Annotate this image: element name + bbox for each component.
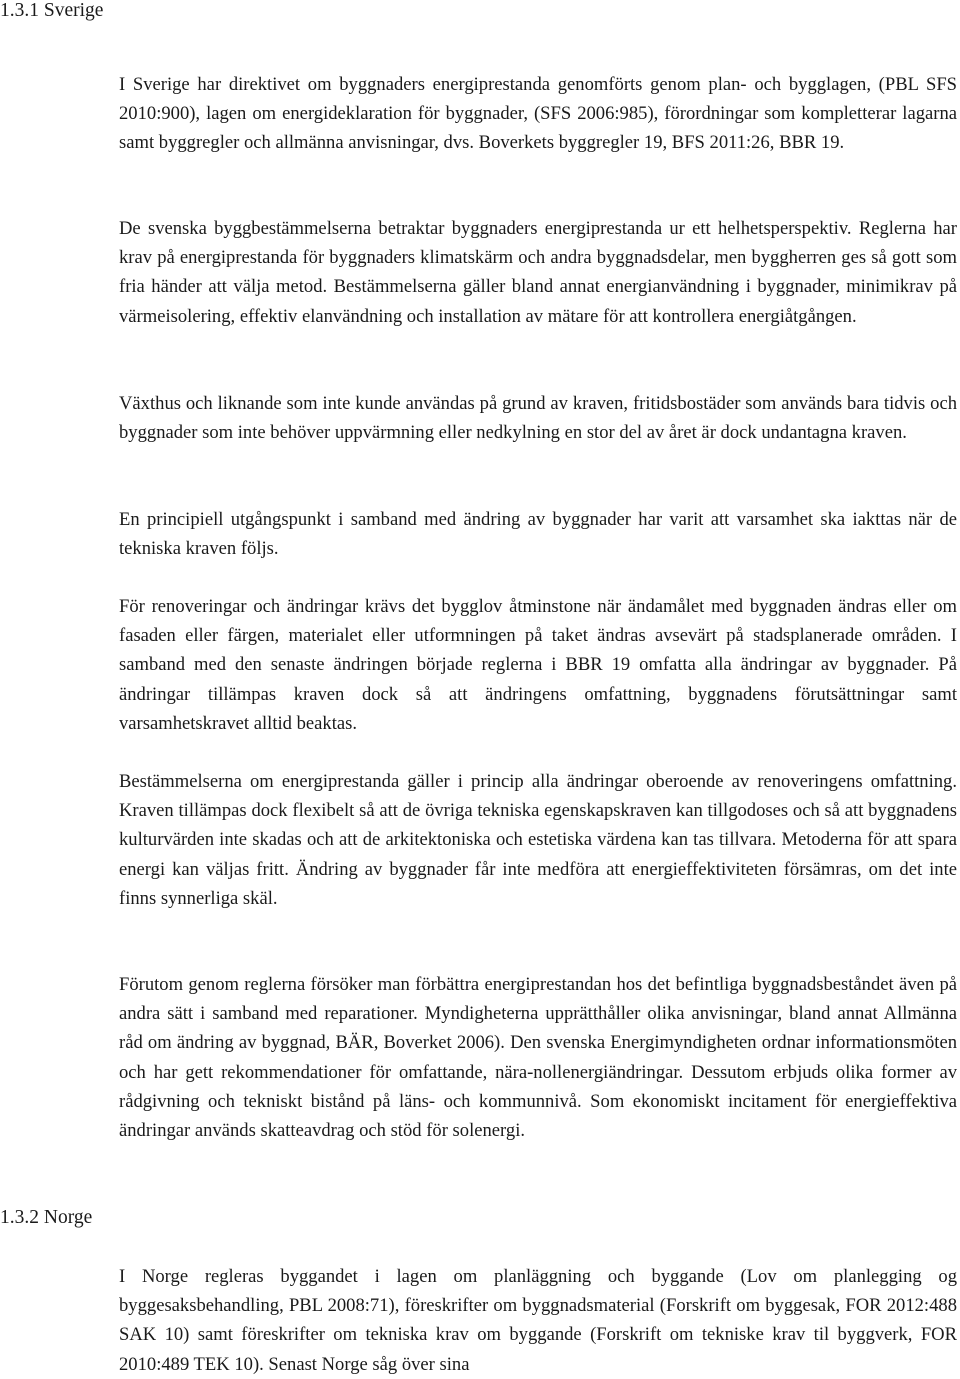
- paragraph: Förutom genom reglerna försöker man förbättra energiprestandan hos det befintliga byggnadsbeståndet även på andra sätt i samband med reparationer. Myndigheterna upprätthåller olika anvisningar, bland annat Allmänna råd om ändring av byggnad, BÄR, Boverket 2006). Den svenska Energimyndigheten ordnar informationsmöten och har gett rekommendationer för omfattande, nära-nollenergiändringar. Dessutom erbjuds olika former av rådgivning och tekniskt bistånd på läns- och kommunnivå. Som ekonomiskt incitament för energieffektiva ändringar används skatteavdrag och stöd för solenergi.: [119, 974, 957, 1142]
- section-heading-sverige: [0, 0, 103, 23]
- paragraph: I Sverige har direktivet om byggnaders energiprestanda genomförts genom plan- och bygglagen, (PBL SFS 2010:900), lagen om energideklaration för byggnader, (SFS 2006:985), förordningar som kompletterar lagarna samt byggregler och allmänna anvisningar, dvs. Boverkets byggregler 19, BFS 2011:26, BBR 19.: [119, 74, 957, 154]
- paragraph: Växthus och liknande som inte kunde användas på grund av kraven, fritidsbostäder som används bara tidvis och byggnader som inte behöver uppvärmning eller nedkylning en stor del av året är dock undantagna kraven.: [119, 393, 957, 444]
- section-number: 1.3.2: [0, 1207, 39, 1228]
- section-number: 1.3.1: [0, 0, 39, 21]
- paragraph: Bestämmelserna om energiprestanda gäller i princip alla ändringar oberoende av renoveringens omfattning. Kraven tillämpas dock flexibelt så att de övriga tekniska egenskapskraven kan tillgodoses och så att byggnadens kulturvärden inte skadas och att de arkitektoniska och estetiska värdena kan tas tillvara. Metoderna för att spara energi kan väljas fritt. Ändring av byggnader får inte medföra att energieffektiviteten försämras, om det inte finns synnerliga skäl.: [119, 771, 957, 909]
- paragraph: De svenska byggbestämmelserna betraktar byggnaders energiprestanda ur ett helhetsperspektiv. Reglerna har krav på energiprestanda för byggnaders klimatskärm och andra byggnadsdelar, men byggherren ges så gott som fria händer att välja metod. Bestämmelserna gäller bland annat energianvändning i byggnader, minimikrav på värmeisolering, effektiv elanvändning och installation av mätare för att kontrollera energiåtgången.: [119, 218, 957, 327]
- paragraph: I Norge regleras byggandet i lagen om planläggning och byggande (Lov om planlegging og byggesaksbehandling, PBL 2008:71), föreskrifter om byggnadsmaterial (Forskrift om byggesak, FOR 2012:488 SAK 10) samt föreskrifter om tekniska krav om byggande (Forskrift om tekniske krav til byggverk, FOR 2010:489 TEK 10). Senast Norge såg över sina: [119, 1266, 957, 1375]
- section-title: Sverige: [43, 0, 104, 21]
- section-title: Norge: [43, 1207, 93, 1228]
- section-heading-norge: [0, 1206, 92, 1230]
- paragraph: För renoveringar och ändringar krävs det bygglov åtminstone när ändamålet med byggnaden ändras eller om fasaden eller färgen, materialet eller utformningen på taket ändras avsevärt på stadsplanerade områden. I samband med den senaste ändringen började reglerna i BBR 19 omfatta alla ändringar av byggnader. På ändringar tillämpas kraven dock så att ändringens omfattning, byggnadens förutsättningar samt varsamhetskravet alltid beaktas.: [119, 596, 957, 734]
- paragraph: En principiell utgångspunkt i samband med ändring av byggnader har varit att varsamhet ska iakttas när de tekniska kraven följs.: [119, 509, 957, 560]
